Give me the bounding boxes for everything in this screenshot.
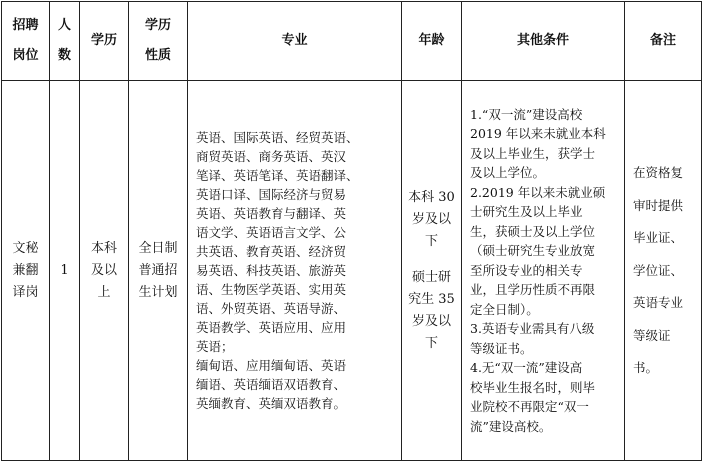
header-other: 其他条件 (462, 2, 625, 81)
header-count: 人 数 (50, 2, 80, 81)
major-line: 笔译、英语笔译、英语翻译、 (196, 168, 359, 183)
remark-line: 学位证、 (633, 262, 684, 278)
condition-line: 4.无“双一流”建设高 (470, 360, 583, 376)
major-list (196, 128, 393, 413)
cell-education: 本科 及以 上 (80, 81, 129, 461)
header-age: 年龄 (402, 2, 462, 81)
header-education: 学历 (80, 2, 129, 81)
major-line: 语、外贸英语、英语导游、 (196, 301, 347, 316)
major-line: 语、生物医学英语、实用英 (196, 282, 347, 297)
condition-line: 3.英语专业需具有八级 (470, 321, 595, 337)
cell-count: 1 (50, 81, 80, 461)
major-line: 商贸英语、商务英语、英汉 (196, 149, 347, 164)
major-line: 英缅教育、英缅双语教育。 (196, 396, 347, 411)
other-conditions-list (470, 105, 617, 437)
cell-other-conditions (462, 81, 625, 461)
recruitment-table (1, 1, 702, 461)
condition-line: 及以上毕业生，获学士 (470, 145, 596, 161)
condition-line: 业院校不再限定“双一 (470, 399, 589, 415)
major-line: 英语教学、英语应用、应用 (196, 320, 347, 335)
remark-line: 毕业证、 (633, 230, 684, 245)
major-line: 易英语、科技英语、旅游英 (196, 263, 347, 278)
major-line: 英语； (196, 339, 234, 354)
major-line: 共英语、教育英语、经济贸 (196, 244, 347, 259)
header-remarks: 备注 (625, 2, 702, 81)
cell-edu-nature: 全日制 普通招 生计划 (129, 81, 188, 461)
condition-line: 等级证书。 (470, 340, 533, 356)
condition-line: （硕士研究生专业放宽 (470, 243, 596, 259)
header-position: 招聘 岗位 (2, 2, 50, 81)
condition-line: 至所设专业的相关专 (470, 262, 583, 278)
condition-line: 1.“双一流”建设高校 (470, 106, 583, 122)
remark-line: 书。 (633, 360, 659, 375)
remark-line: 审时提供 (633, 197, 684, 213)
header-major: 专业 (188, 2, 402, 81)
cell-major (188, 81, 402, 461)
condition-line: 2.2019 年以来未就业硕 (470, 184, 606, 200)
header-row (2, 2, 702, 81)
job-row (2, 81, 702, 461)
major-line: 英语口译、国际经济与贸易 (196, 187, 347, 202)
cell-position: 文秘 兼翻 译岗 (2, 81, 50, 461)
condition-line: 生，获硕士及以上学位 (470, 223, 596, 239)
condition-line: 定全日制）。 (470, 301, 539, 317)
remarks-list (633, 163, 693, 378)
major-line: 英语、国际英语、经贸英语、 (196, 130, 359, 145)
condition-line: 2019 年以来未就业本科 (470, 126, 606, 142)
remark-line: 英语专业 (633, 295, 684, 310)
major-line: 语文学、英语语言文学、公 (196, 225, 347, 240)
cell-age: 本科 30 岁及以 下 硕士研 究生 35 岁及以 下 (402, 81, 462, 461)
condition-line: 流”建设高校。 (470, 418, 552, 434)
major-line: 缅语、英语缅语双语教育、 (196, 377, 347, 392)
remark-line: 等级证 (633, 327, 671, 343)
condition-line: 校毕业生报名时，则毕 (470, 379, 596, 395)
major-line: 缅甸语、应用缅甸语、英语 (196, 358, 347, 373)
cell-remarks (625, 81, 702, 461)
condition-line: 士研究生及以上毕业 (470, 204, 583, 220)
header-edu-nature: 学历 性质 (129, 2, 188, 81)
remark-line: 在资格复 (633, 165, 684, 180)
condition-line: 及以上学位。 (470, 165, 546, 181)
condition-line: 业，且学历性质不再限 (470, 282, 596, 298)
major-line: 英语、英语教育与翻译、英 (196, 206, 347, 221)
